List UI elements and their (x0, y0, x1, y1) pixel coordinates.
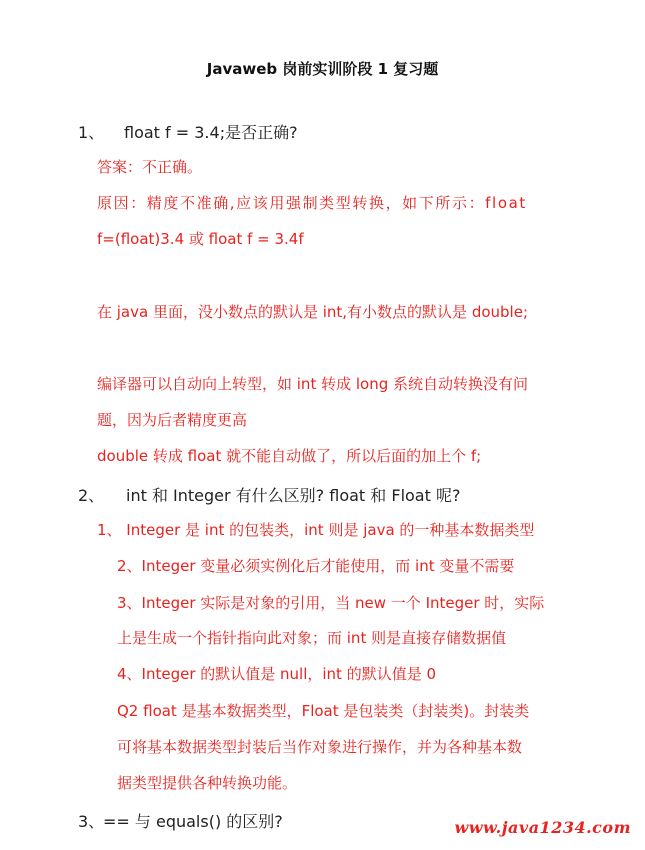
question-1-text: float f = 3.4;是否正确? (124, 123, 298, 142)
q1-note-upcast-line-2: 题，因为后者精度更高 (97, 411, 248, 429)
q2-point-3-line-2: 上是生成一个指针指向此对象；而 int 则是直接存储数据值 (117, 629, 507, 647)
question-2-number: 2、 (78, 486, 105, 505)
question-2-text: int 和 Integer 有什么区别? float 和 Float 呢? (126, 486, 461, 505)
q1-answer: 答案：不正确。 (97, 158, 203, 176)
q1-reason-line-1: 原因：精度不准确,应该用强制类型转换，如下所示：float (97, 194, 527, 212)
q1-note-downcast: double 转成 float 就不能自动做了，所以后面的加上个 f; (97, 447, 482, 465)
q1-note-upcast-line-1: 编译器可以自动向上转型，如 int 转成 long 系统自动转换没有问 (97, 375, 529, 393)
q2-point-1: 1、 Integer 是 int 的包装类，int 则是 java 的一种基本数据类型 (97, 521, 535, 539)
q2-float-line-3: 据类型提供各种转换功能。 (117, 774, 298, 792)
question-3-text: == 与 equals() 的区别? (103, 812, 283, 831)
question-1-number: 1、 (78, 123, 105, 142)
q2-point-4: 4、Integer 的默认值是 null，int 的默认值是 0 (117, 665, 437, 683)
q2-float-line-1: Q2 float 是基本数据类型，Float 是包装类（封装类)。封装类 (117, 702, 530, 720)
q1-note-default-types: 在 java 里面，没小数点的默认是 int,有小数点的默认是 double; (97, 303, 529, 321)
page-title: Javaweb 岗前实训阶段 1 复习题 (206, 60, 439, 78)
watermark: www.java1234.com (454, 818, 631, 837)
q1-reason-line-2: f=(float)3.4 或 float f = 3.4f (97, 230, 304, 248)
q2-float-line-2: 可将基本数据类型封装后当作对象进行操作，并为各种基本数 (117, 738, 523, 756)
q2-point-2: 2、Integer 变量必须实例化后才能使用，而 int 变量不需要 (117, 557, 515, 575)
question-3-number: 3、 (78, 812, 105, 831)
q2-point-3-line-1: 3、Integer 实际是对象的引用，当 new 一个 Integer 时，实际 (117, 594, 545, 612)
